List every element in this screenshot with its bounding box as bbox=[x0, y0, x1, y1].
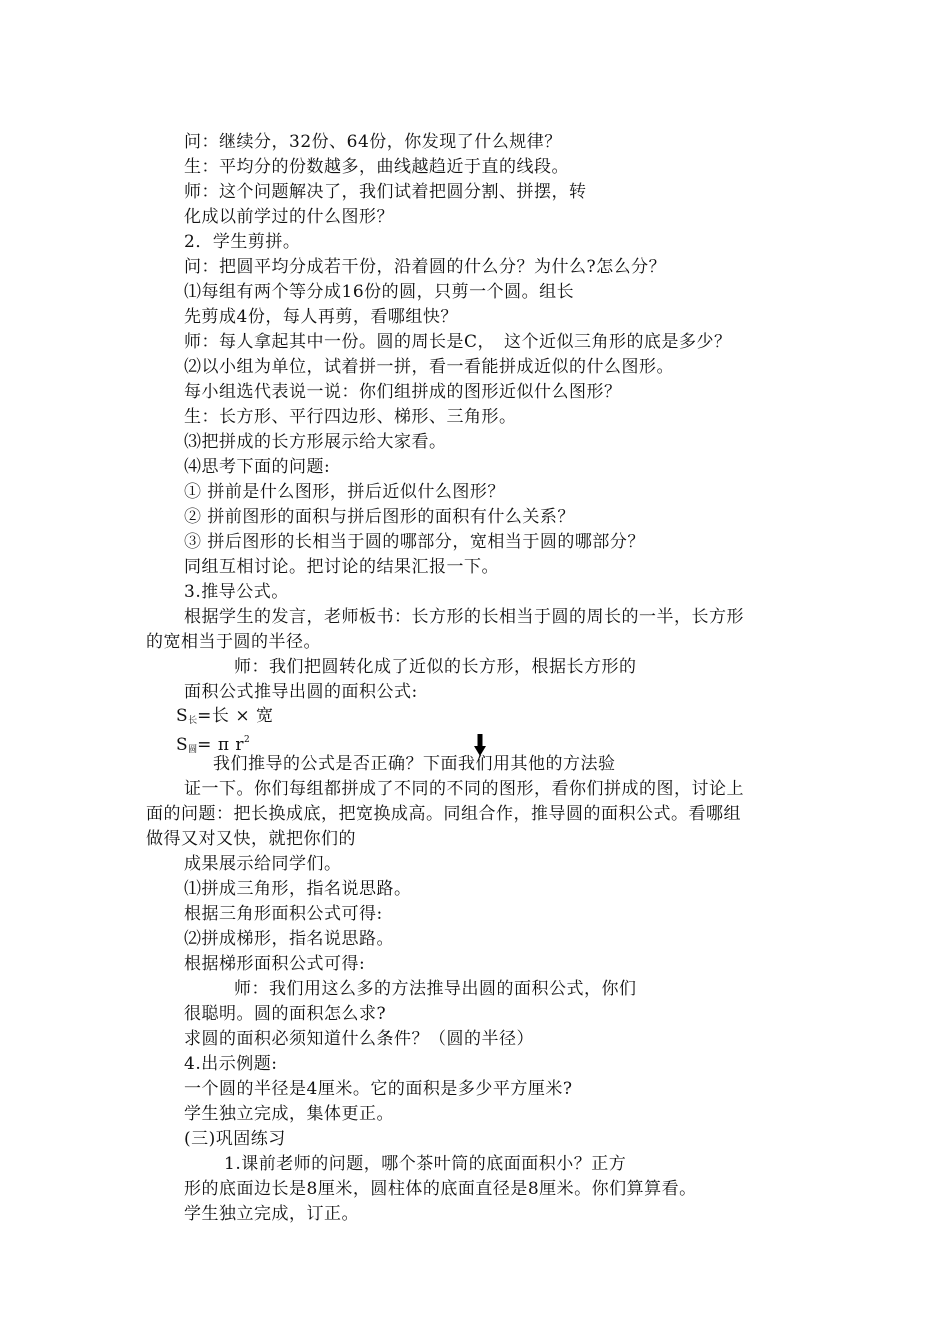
text-line: ⑵以小组为单位，试着拼一拼，看一看能拼成近似的什么图形。 bbox=[184, 357, 674, 377]
text-line: 师：我们把圆转化成了近似的长方形，根据长方形的 bbox=[234, 657, 637, 677]
text-line: 师：这个问题解决了，我们试着把圆分割、拼摆，转 bbox=[184, 182, 587, 202]
text-line: 问：继续分，32份、64份，你发现了什么规律？ bbox=[184, 132, 562, 152]
text-line: 2．学生剪拼。 bbox=[184, 232, 301, 252]
text-line: 我们推导的公式是否正确？下面我们用其他的方法验 bbox=[213, 754, 616, 774]
text-line: 求圆的面积必须知道什么条件？（圆的半径） bbox=[184, 1029, 534, 1049]
text-line: 同组互相讨论。把讨论的结果汇报一下。 bbox=[184, 557, 499, 577]
text-line: 每小组选代表说一说：你们组拼成的图形近似什么图形？ bbox=[184, 382, 622, 402]
text-line: 师：我们用这么多的方法推导出圆的面积公式，你们 bbox=[234, 979, 637, 999]
text-line: ① 拼前是什么图形，拼后近似什么图形？ bbox=[184, 482, 505, 502]
text-line: 做得又对又快，就把你们的 bbox=[146, 829, 356, 849]
text-line: 学生独立完成，集体更正。 bbox=[184, 1104, 394, 1124]
text-line: ⑴拼成三角形，指名说思路。 bbox=[184, 879, 412, 899]
text-line: 生：平均分的份数越多，曲线越趋近于直的线段。 bbox=[184, 157, 569, 177]
text-line: 问：把圆平均分成若干份，沿着圆的什么分？为什么?怎么分？ bbox=[184, 257, 667, 277]
text-line: 根据三角形面积公式可得: bbox=[184, 904, 383, 924]
text-line: 1.课前老师的问题，哪个茶叶筒的底面面积小？正方 bbox=[224, 1154, 627, 1174]
text-line: 面的问题：把长换成底，把宽换成高。同组合作，推导圆的面积公式。看哪组 bbox=[146, 804, 741, 824]
text-line: ② 拼前图形的面积与拼后图形的面积有什么关系？ bbox=[184, 507, 575, 527]
text-line: 先剪成4份，每人再剪，看哪组快？ bbox=[184, 307, 458, 327]
formula-rectangle-area: $S_长=$长 × 宽 bbox=[176, 706, 274, 726]
formula-circle-area: $S_圆= \pi$ $r^2$ bbox=[176, 735, 250, 755]
text-line: 很聪明。圆的面积怎么求? bbox=[184, 1004, 387, 1024]
section-heading: (三)巩固练习 bbox=[184, 1129, 286, 1149]
text-line: 化成以前学过的什么图形？ bbox=[184, 207, 394, 227]
text-line: ⑴每组有两个等分成16份的圆，只剪一个圆。组长 bbox=[184, 282, 575, 302]
text-line: 证一下。你们每组都拼成了不同的不同的图形，看你们拼成的图，讨论上 bbox=[184, 779, 744, 799]
text-line: 的宽相当于圆的半径。 bbox=[146, 632, 321, 652]
text-line: 4.出示例题: bbox=[184, 1054, 278, 1074]
text-line: 形的底面边长是8厘米，圆柱体的底面直径是8厘米。你们算算看。 bbox=[184, 1179, 697, 1199]
text-line: 师：每人拿起其中一份。圆的周长是C， 这个近似三角形的底是多少？ bbox=[184, 332, 732, 352]
text-line: 根据学生的发言，老师板书：长方形的长相当于圆的周长的一半，长方形 bbox=[184, 607, 744, 627]
text-line: 生：长方形、平行四边形、梯形、三角形。 bbox=[184, 407, 517, 427]
text-line: ⑵拼成梯形，指名说思路。 bbox=[184, 929, 394, 949]
text-line: 学生独立完成，订正。 bbox=[184, 1204, 359, 1224]
text-line: 3.推导公式。 bbox=[184, 582, 289, 602]
text-line: 一个圆的半径是4厘米。它的面积是多少平方厘米? bbox=[184, 1079, 573, 1099]
text-line: 根据梯形面积公式可得: bbox=[184, 954, 366, 974]
text-line: ⑶把拼成的长方形展示给大家看。 bbox=[184, 432, 447, 452]
text-line: 面积公式推导出圆的面积公式: bbox=[184, 682, 418, 702]
text-line: ⑷思考下面的问题: bbox=[184, 457, 331, 477]
text-line: 成果展示给同学们。 bbox=[184, 854, 342, 874]
text-line: ③ 拼后图形的长相当于圆的哪部分，宽相当于圆的哪部分？ bbox=[184, 532, 645, 552]
